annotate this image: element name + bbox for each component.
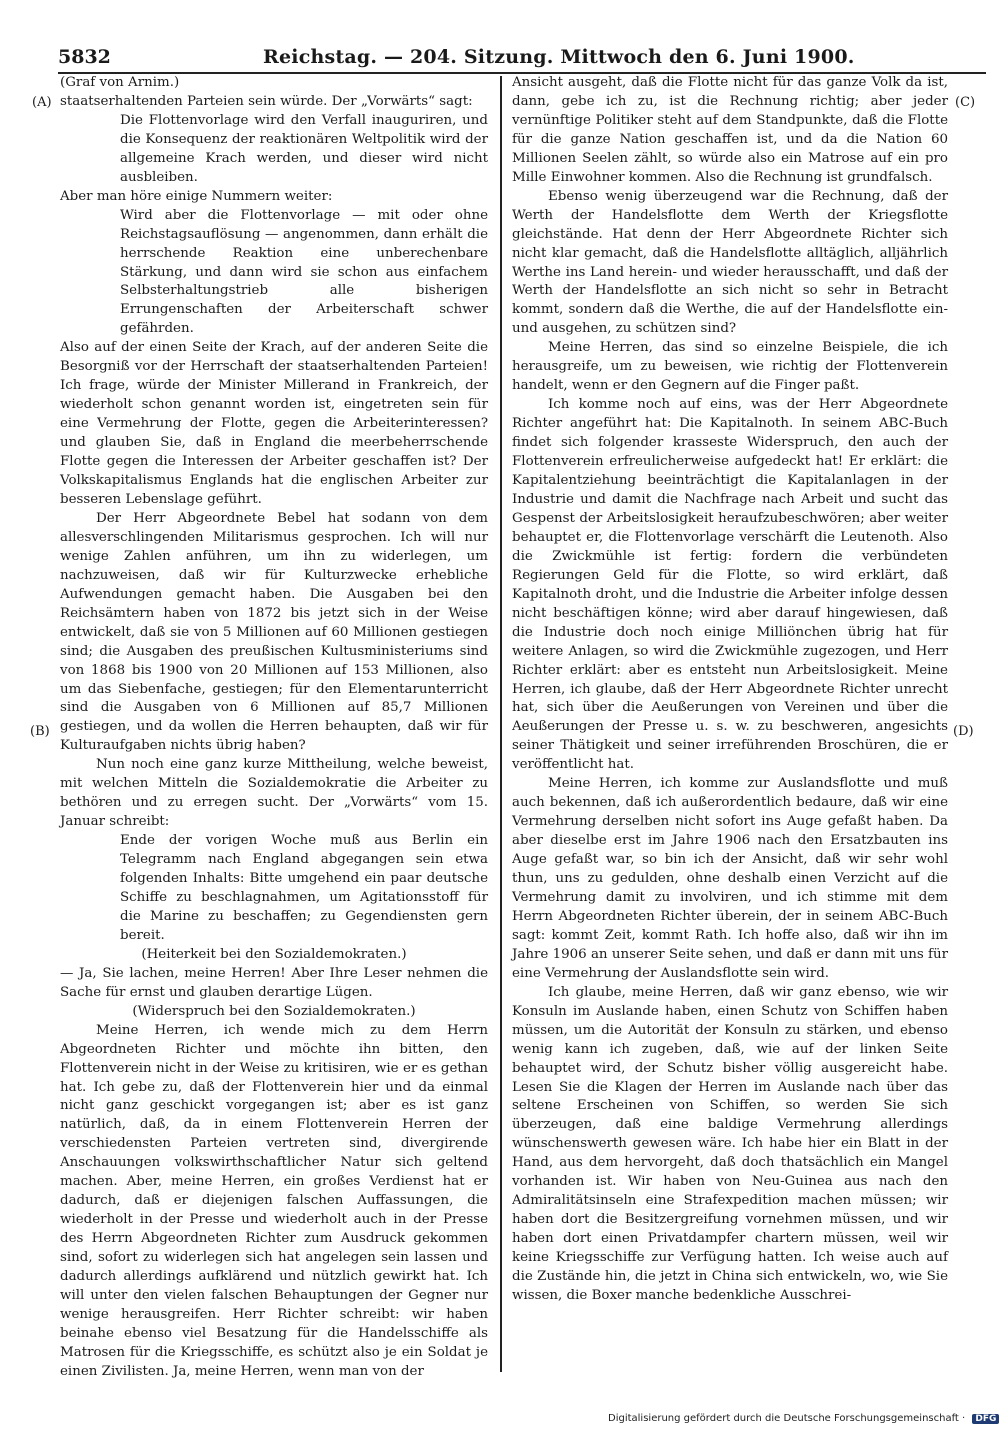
paragraph: Aber man höre einige Nummern weiter: <box>60 188 333 204</box>
paragraph: Ich glaube, meine Herren, daß wir ganz ebenso, wie wir Konsuln im Auslande haben, einen Schutz von Schiffen haben müssen, um die Autorität der Konsuln zu stärken, und ebenso wenig kann ich zugeben, daß, wie auf der linken Seite behauptet wird, der Schutz bisher völlig ausgereicht habe. Lesen Sie die Klagen der Herren im Auslande nach über das seltene Erscheinen von Schiffen, so werden Sie sich überzeugen, daß eine baldige Vermehrung allerdings wünschenswerth gewesen wäre. Ich habe hier ein Blatt in der Hand, aus dem hervorgeht, daß doch thatsächlich ein Mangel vorhanden ist. Wir haben von Neu-Guinea aus nach den Admiralitätsinseln eine Strafexpedition machen müssen; wir haben dort die Besitzergreifung vornehmen müssen, und wir haben dort einen Privatdampfer chartern müssen, weil wir keine Kriegsschiffe zur Verfügung hatten. Ich weise auch auf die Zustände hin, die jetzt in China sich entwickeln, wo, wie Sie wissen, die Boxer manche bedenkliche Ausschrei- <box>512 984 948 1303</box>
page-number: 5832 <box>58 46 111 68</box>
speaker-attribution: (Graf von Arnim.) <box>60 75 180 90</box>
digitization-footer <box>608 1413 999 1424</box>
paragraph: staatserhaltenden Parteien sein würde. Der „Vorwärts“ sagt: <box>60 93 473 109</box>
block-quote: Die Flottenvorlage wird den Verfall inauguriren, und die Konsequenz der reaktionären Weltpolitik wird der allgemeine Krach werden, und dieser wird nicht ausbleiben. <box>120 112 488 185</box>
running-head: Reichstag. — 204. Sitzung. Mittwoch den 6. Juni 1900. <box>263 46 855 68</box>
paragraph: Meine Herren, ich komme zur Auslandsflotte und muß auch bekennen, daß ich außerordentlich bedaure, daß wir eine Vermehrung derselben nicht sofort ins Auge gefaßt haben. Da aber dieselbe erst im Jahre 1906 nach den Ersatzbauten ins Auge gefaßt war, so bin ich der Ansicht, daß wir sehr wohl thun, uns zu gedulden, ohne deshalb einen Verzicht auf die Vermehrung damit zu involviren, und ich stimme mit dem Herrn Abgeordneten Richter überein, der in seinem ABC-Buch sagt: kommt Zeit, kommt Rath. Ich hoffe also, daß wir ihn im Jahre 1906 an unserer Seite sehen, und daß er dann mit uns für eine Vermehrung der Auslandsflotte sein wird. <box>512 776 948 981</box>
footer-text: Digitalisierung gefördert durch die Deutsche Forschungsgemeinschaft · <box>608 1413 966 1424</box>
paragraph: Der Herr Abgeordnete Bebel hat sodann von dem allesverschlingenden Militarismus gesprochen. Ich will nur wenige Zahlen anführen, um ihn zu widerlegen, um nachzuweisen, daß wir für Kulturzwecke erhebliche Aufwendungen gemacht haben. Die Ausgaben bei den Reichsämtern haben von 1872 bis jetzt sich in der Weise entwickelt, daß sie von 5 Millionen auf 60 Millionen gestiegen sind; die Ausgaben des preußischen Kultusministeriums sind von 1868 bis 1900 von 20 Millionen auf 153 Millionen, also um das Siebenfache, gestiegen; für den Elementarunterricht sind die Ausgaben von 6 Millionen auf 85,7 Millionen gestiegen, und da wollen die Herren behaupten, daß wir für Kulturaufgaben nichts übrig haben? <box>60 510 488 754</box>
dfg-logo: DFG <box>972 1414 999 1424</box>
margin-marker-a: (A) <box>32 95 52 110</box>
interjection: (Heiterkeit bei den Sozialdemokraten.) <box>141 946 407 962</box>
interjection: (Widerspruch bei den Sozialdemokraten.) <box>132 1003 416 1019</box>
margin-marker-b: (B) <box>30 724 50 739</box>
column-divider <box>500 76 502 1372</box>
paragraph: Ebenso wenig überzeugend war die Rechnung, daß der Werth der Handelsflotte dem Werth der Kriegsflotte gleichstände. Hat denn der Herr Abgeordnete Richter sich nicht klar gemacht, daß die Handelsflotte alltäglich, alljährlich Werthe ins Land herein- und wieder herausschafft, und daß der Werth der Handelsflotte an sich nicht so sehr in Betracht kommt, sondern daß die Werthe, die auf der Handelsflotte ein- und ausgehen, zu schützen sind? <box>512 188 948 337</box>
block-quote: Wird aber die Flottenvorlage — mit oder ohne Reichstagsauflösung — angenommen, dann erhält die herrschende Reaktion eine unberechenbare Stärkung, und dann wird sie schon aus einfachem Selbsterhaltungstrieb alle bisherigen Errungenschaften der Arbeiterschaft schwer gefährden. <box>120 207 488 337</box>
paragraph: Ich komme noch auf eins, was der Herr Abgeordnete Richter angeführt hat: Die Kapitalnoth. In seinem ABC-Buch findet sich folgender krasseste Widerspruch, den auch der Flottenverein erfreulicherweise aufgedeckt hat! Er erklärt: die Kapitalentziehung beeinträchtigt die Kapitalanlagen in der Industrie und damit die Nachfrage nach Arbeit und sucht das Gespenst der Arbeitslosigkeit heraufzubeschwören; aber weiter behauptet er, die Flottenvorlage verschärft die Leutenoth. Also die Zwickmühle ist fertig: fordern die verbündeten Regierungen Geld für die Flotte, so wird erklärt, daß Kapitalnoth droht, und die Industrie die Arbeiter infolge dessen nicht beschäftigen könne; wird aber darauf hingewiesen, daß die Industrie doch noch einige Milliönchen übrig hat für weitere Anlagen, so wird die Zwickmühle zugezogen, und Herr Richter erklärt: aber es entsteht nun Arbeitslosigkeit. Meine Herren, ich glaube, daß der Herr Abgeordnete Richter unrecht hat, sich über die Aeußerungen von Vereinen und über die Aeußerungen der Presse u. s. w. zu beschweren, angesichts seiner Thätigkeit und seiner irreführenden Broschüren, die er veröffentlicht hat. <box>512 397 948 773</box>
paragraph: Also auf der einen Seite der Krach, auf der anderen Seite die Besorgniß vor der Herrschaft der staatserhaltenden Parteien! Ich frage, würde der Minister Millerand in Frankreich, der wiederholt schon genannt worden ist, eingetreten sein für eine Vermehrung der Flotte, gegen die Arbeiterinteressen? und glauben Sie, daß in England die meerbeherrschende Flotte gegen die Interessen der Arbeiter geschaffen ist? Der Volkskapitalismus Englands hat die englischen Arbeiter zur besseren Lebenslage geführt. <box>60 340 488 507</box>
paragraph: Ansicht ausgeht, daß die Flotte nicht für das ganze Volk da ist, dann, gebe ich zu, ist die Rechnung richtig; aber jeder vernünftige Politiker steht auf dem Standpunkte, daß die Flotte für die ganze Nation geschaffen ist, und da die Nation 60 Millionen Seelen zählt, so würde also ein Matrose auf ein pro Mille Einwohner kommen. Also die Rechnung ist grundfalsch. <box>512 75 948 185</box>
left-column <box>60 74 488 1382</box>
paragraph: Nun noch eine ganz kurze Mittheilung, welche beweist, mit welchen Mitteln die Sozialdemokratie die Arbeiter zu bethören und zu erregen sucht. Der „Vorwärts“ vom 15. Januar schreibt: <box>60 757 488 830</box>
margin-marker-d: (D) <box>953 724 974 739</box>
paragraph: Meine Herren, das sind so einzelne Beispiele, die ich herausgreife, um zu beweisen, wie richtig der Flottenverein handelt, wenn er den Gegnern auf die Finger paßt. <box>512 340 948 394</box>
right-column <box>512 74 948 1306</box>
paragraph: Meine Herren, ich wende mich zu dem Herrn Abgeordneten Richter und möchte ihn bitten, den Flottenverein nicht in der Weise zu kritisiren, wie er es gethan hat. Ich gebe zu, daß der Flottenverein hier und da einmal nicht ganz geschickt vorgegangen ist; aber es ist ganz natürlich, daß, da in einem Flottenverein Herren der verschiedensten Parteien vertreten sind, divergirende Anschauungen volkswirthschaftlicher Natur sich geltend machen. Aber, meine Herren, ein großes Verdienst hat er dadurch, daß er diejenigen falschen Auffassungen, die wiederholt in der Presse und wiederholt auch in der Presse des Herrn Abgeordneten Richter zum Ausdruck gekommen sind, sofort zu widerlegen sich hat angelegen sein lassen und dadurch allerdings aufklärend und nützlich gewirkt hat. Ich will unter den vielen falschen Behauptungen der Gegner nur wenige herausgreifen. Herr Richter schreibt: wir haben beinahe ebenso viel Besatzung für die Handelsschiffe als Matrosen für die Kriegsschiffe, es schützt also je ein Soldat je einen Zivilisten. Ja, meine Herren, wenn man von der <box>60 1022 488 1379</box>
block-quote: Ende der vorigen Woche muß aus Berlin ein Telegramm nach England abgegangen sein etwa folgenden Inhalts: Bitte umgehend ein paar deutsche Schiffe zu beschlagnahmen, um Agitationsstoff für die Marine zu beschaffen; zu Gegendiensten gern bereit. <box>120 833 488 943</box>
page-header <box>58 44 986 72</box>
paragraph: — Ja, Sie lachen, meine Herren! Aber Ihre Leser nehmen die Sache für ernst und glauben derartige Lügen. <box>60 965 488 1000</box>
margin-marker-c: (C) <box>955 95 976 110</box>
